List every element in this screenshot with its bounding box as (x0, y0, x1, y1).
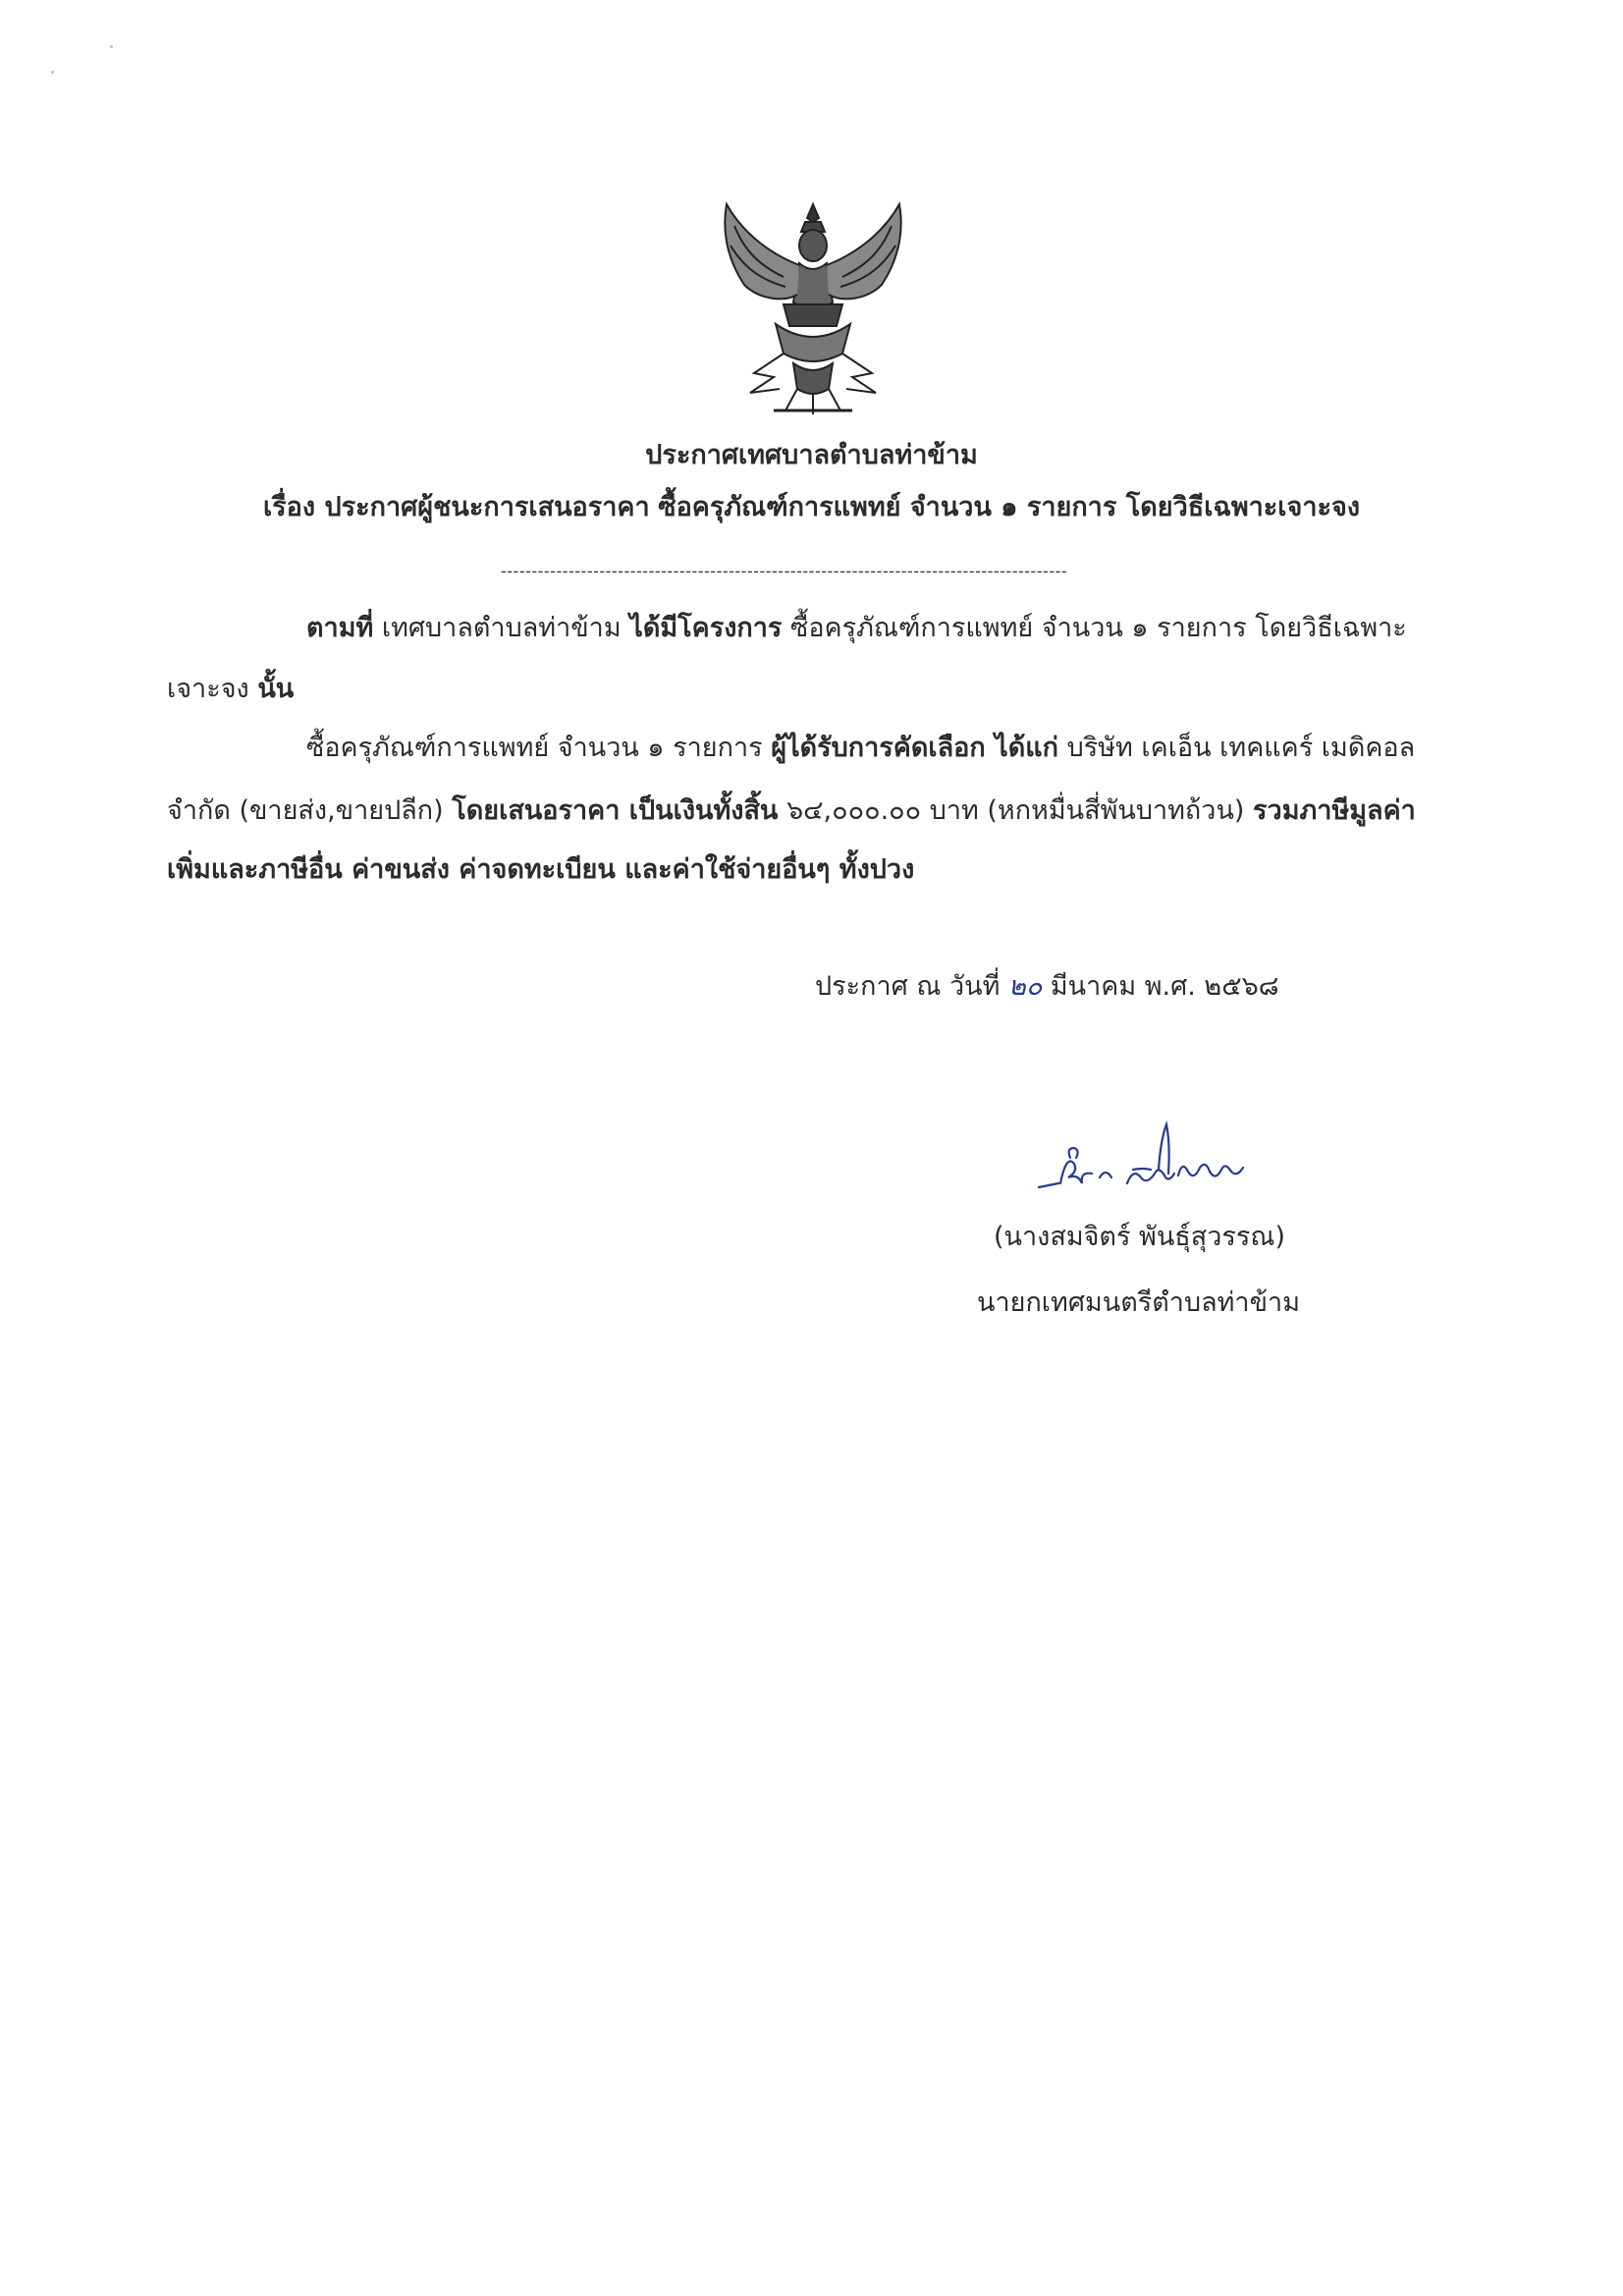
paragraph-1-line-1 (306, 609, 1407, 648)
p1-text-2: ซื้อครุภัณฑ์การแพทย์ จำนวน ๑ รายการ โดยวิธีเฉพาะ (782, 613, 1407, 643)
p1-text-3: เจาะจง (167, 674, 258, 704)
subject-label: เรื่อง ประกาศผู้ชนะการเสนอราคา (262, 492, 650, 522)
signature-icon (1031, 1115, 1306, 1203)
announcement-subject (0, 488, 1623, 527)
date-rest: มีนาคม พ.ศ. ๒๕๖๘ (1042, 971, 1279, 1002)
paragraph-2-line-3: เพิ่มและภาษีอื่น ค่าขนส่ง ค่าจดทะเบียน และค่าใช้จ่ายอื่นๆ ทั้งปวง (167, 854, 915, 885)
scan-speck (51, 71, 54, 74)
date-prefix: ประกาศ ณ วันที่ (815, 971, 1009, 1002)
scan-speck (110, 45, 113, 48)
p1-bold-1: ตามที่ (306, 613, 374, 643)
paragraph-1-line-2 (167, 670, 294, 709)
p2-text-1: ซื้อครุภัณฑ์การแพทย์ จำนวน ๑ รายการ (306, 733, 772, 763)
p2-text-2: บริษัท เคเอ็น เทคแคร์ เมดิคอล (1058, 733, 1416, 763)
announcement-date (815, 967, 1279, 1007)
paragraph-2-line-2 (167, 792, 1416, 831)
signatory-name: (นางสมจิตร์ พันธุ์สุวรรณ) (994, 1222, 1286, 1252)
p2-text-4: ๖๔,๐๐๐.๐๐ บาท (หกหมื่นสี่พันบาทถ้วน) (778, 795, 1254, 826)
paragraph-2-line-1 (306, 729, 1415, 768)
p1-bold-3: นั้น (257, 674, 295, 704)
p2-bold-1: ผู้ได้รับการคัดเลือก ได้แก่ (771, 733, 1058, 763)
announcement-title: ประกาศเทศบาลตำบลท่าข้าม (645, 440, 978, 470)
p2-bold-2: โดยเสนอราคา เป็นเงินทั้งสิ้น (452, 795, 779, 826)
p1-bold-2: ได้มีโครงการ (629, 613, 783, 643)
divider: -------------------------------------------------------------------------------------------- (501, 562, 1068, 580)
garuda-emblem-icon (715, 196, 911, 422)
p2-bold-3: รวมภาษีมูลค่า (1253, 795, 1416, 826)
subject-text: ซื้อครุภัณฑ์การแพทย์ จำนวน ๑ รายการ โดยวิธีเฉพาะเจาะจง (658, 492, 1361, 522)
p2-text-3: จำกัด (ขายส่ง,ขายปลีก) (167, 795, 453, 826)
date-day-handwritten: ๒๐ (1008, 971, 1043, 1002)
p1-text-1: เทศบาลตำบลท่าข้าม (373, 613, 630, 643)
signatory-position: นายกเทศมนตรีตำบลท่าข้าม (977, 1287, 1300, 1318)
